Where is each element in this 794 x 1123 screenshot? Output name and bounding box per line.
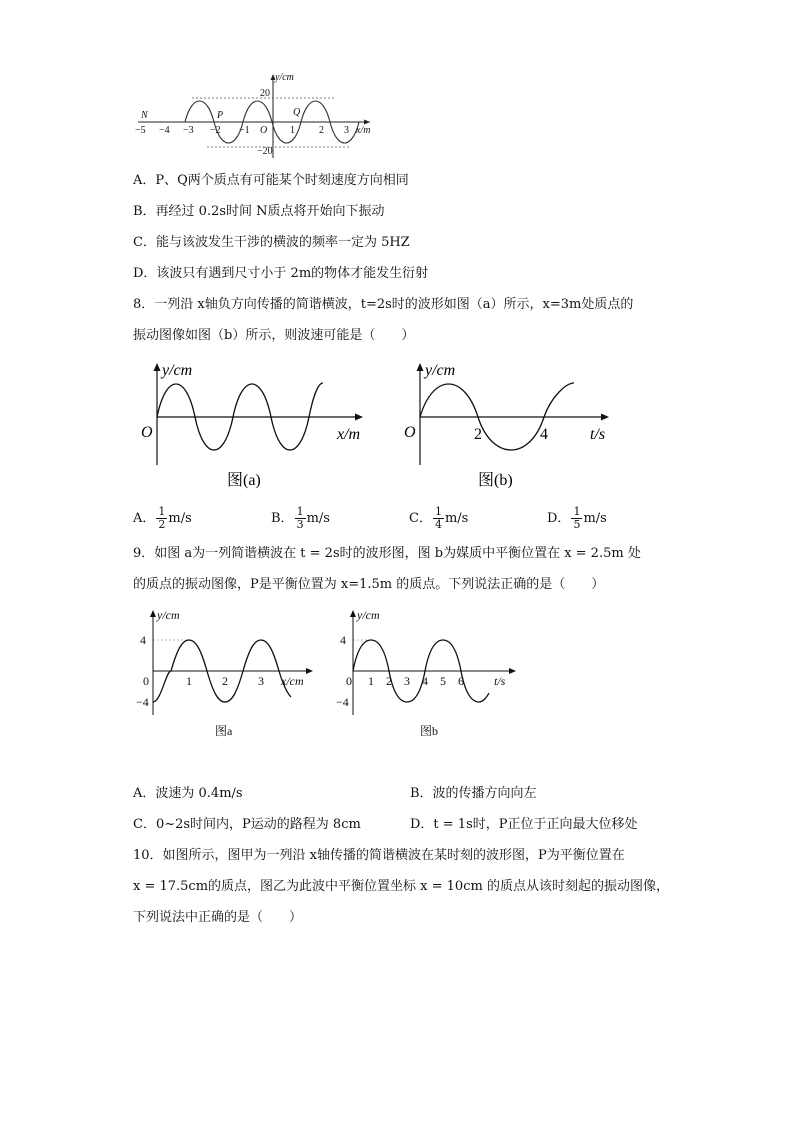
- q8b-tick: 2: [474, 426, 482, 443]
- q7-option-b: B．再经过 0.2s时间 N质点将开始向下振动: [133, 204, 385, 219]
- q7-tick: −4: [159, 125, 170, 136]
- q8b-origin-label: O: [404, 424, 416, 441]
- q9a-y-pos-label: 4: [140, 633, 146, 647]
- q7-tick: −5: [135, 125, 146, 136]
- q9-option-c: C．0~2s时间内，P运动的路程为 8cm: [133, 817, 361, 832]
- q8a-y-axis-label: y/cm: [162, 362, 193, 379]
- q8-option-b: B． $\frac{1}{3}$ m/s: [271, 505, 330, 531]
- q8-option-c: C． $\frac{1}{4}$ m/s: [409, 505, 469, 531]
- q9a-tick: 3: [258, 674, 264, 688]
- q8-stem-line2: 振动图像如图（b）所示，则波速可能是（ ）: [133, 328, 415, 343]
- q8b-y-axis-label: y/cm: [425, 362, 456, 379]
- q9b-y-axis-label: y/cm: [357, 608, 380, 622]
- q9a-caption: 图a: [215, 724, 233, 738]
- q9a-x-axis-label: x/cm: [281, 674, 304, 688]
- q9b-tick: 3: [404, 674, 410, 688]
- q9a-origin-label: 0: [143, 674, 149, 688]
- q7-tick: −2: [210, 125, 221, 136]
- q7-y-max-label: 20: [260, 88, 270, 99]
- q9b-tick: 1: [368, 674, 374, 688]
- q9-figure-a: [135, 605, 320, 745]
- q9a-tick: 2: [222, 674, 228, 688]
- q7-tick: O: [260, 125, 268, 136]
- q9b-origin-label: 0: [346, 674, 352, 688]
- q7-y-axis-label: y/cm: [275, 72, 294, 83]
- q7-option-a: A．P、Q两个质点有可能某个时刻速度方向相同: [133, 173, 409, 188]
- q10-stem-line2: x = 17.5cm的质点，图乙为此波中平衡位置坐标 x = 10cm 的质点从该时刻起的振动图像，: [133, 879, 669, 894]
- q9b-y-pos-label: 4: [340, 633, 346, 647]
- q10-stem-line1: 10．如图所示，图甲为一列沿 x轴传播的简谐横波在某时刻的波形图，P为平衡位置在: [133, 848, 625, 863]
- q7-option-d: D．该波只有遇到尺寸小于 2m的物体才能发生衍射: [133, 266, 429, 281]
- q8b-caption: 图(b): [478, 472, 513, 489]
- q9a-tick: 1: [186, 674, 192, 688]
- q8b-x-axis-label: t/s: [590, 426, 606, 443]
- q9b-tick: 6: [458, 674, 464, 688]
- q9b-caption: 图b: [420, 724, 439, 738]
- q9-stem-line2: 的质点的振动图像，P是平衡位置为 x=1.5m 的质点。下列说法正确的是（ ）: [133, 577, 605, 592]
- q8-figure-a: [135, 355, 375, 495]
- q7-tick: −1: [239, 125, 250, 136]
- q7-tick: 3: [344, 125, 349, 136]
- q10-stem-line3: 下列说法中正确的是（ ）: [133, 910, 303, 925]
- q7-y-min-label: −20: [257, 146, 273, 157]
- q9b-tick: 2: [386, 674, 392, 688]
- q8a-x-axis-label: x/m: [337, 426, 361, 443]
- q9b-tick: 4: [422, 674, 428, 688]
- q8-figure-b: [398, 355, 618, 495]
- q9b-tick: 5: [440, 674, 446, 688]
- q8b-tick: 4: [540, 426, 548, 443]
- q7-option-c: C．能与该波发生干涉的横波的频率一定为 5HZ: [133, 235, 410, 250]
- q8-option-a: A． $\frac{1}{2}$ m/s: [133, 505, 192, 531]
- q9b-y-neg-label: −4: [336, 695, 349, 709]
- q9-option-d: D．t = 1s时，P正位于正向最大位移处: [410, 817, 638, 832]
- q9b-x-axis-label: t/s: [494, 674, 506, 688]
- q7-point-p: P: [217, 110, 224, 121]
- q7-tick: −3: [183, 125, 194, 136]
- q7-point-n: N: [141, 110, 148, 121]
- q9-figure-b: [335, 605, 520, 745]
- q7-tick: 1: [290, 125, 295, 136]
- q8-stem-line1: 8．一列沿 x轴负方向传播的简谐横波，t=2s时的波形如图（a）所示，x=3m处质点的: [133, 297, 634, 312]
- q7-tick: 2: [319, 125, 324, 136]
- q9a-y-neg-label: −4: [136, 695, 149, 709]
- q9-stem-line1: 9．如图 a为一列简谐横波在 t = 2s时的波形图，图 b为媒质中平衡位置在 x = 2.5m 处: [133, 546, 641, 561]
- q8-option-d: D． $\frac{1}{5}$ m/s: [547, 505, 607, 531]
- q9-option-b: B．波的传播方向向左: [410, 786, 537, 801]
- q7-wave-figure: [130, 70, 380, 160]
- q7-point-q: Q: [293, 107, 301, 118]
- q9-option-a: A．波速为 0.4m/s: [133, 786, 243, 801]
- q8a-caption: 图(a): [227, 472, 261, 489]
- q7-x-axis-label: x/m: [356, 125, 371, 136]
- q9a-y-axis-label: y/cm: [157, 608, 180, 622]
- q8a-origin-label: O: [141, 424, 153, 441]
